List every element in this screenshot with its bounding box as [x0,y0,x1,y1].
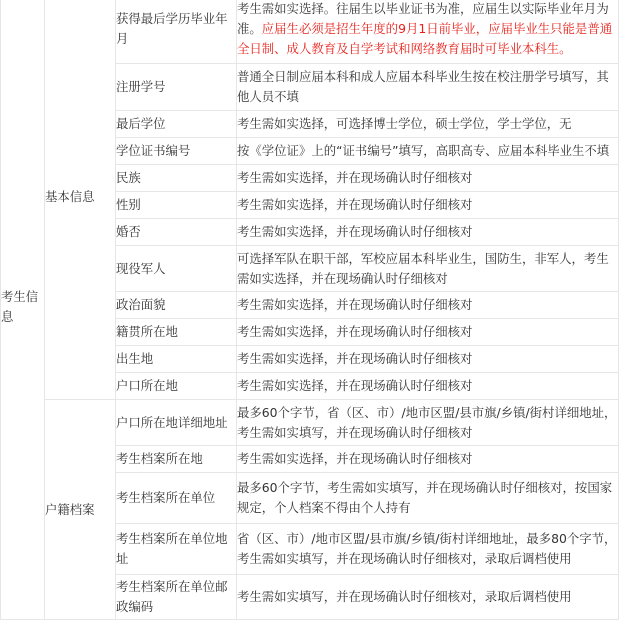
field-description: 最多60个字节，省（区、市）/地市区盟/县市旗/乡镇/街村详细地址，考生需如实填写，并在现场确认时仔细核对 [237,400,619,446]
field-name: 现役军人 [116,246,237,292]
field-name: 最后学位 [116,111,237,138]
table-row [1,0,619,64]
field-description: 考生需如实选择，并在现场确认时仔细核对 [237,192,619,219]
field-description: 考生需如实选择，可选择博士学位，硕士学位，学士学位，无 [237,111,619,138]
group-label-candidate-info: 考生信息 [1,0,45,620]
field-name: 学位证书编号 [116,138,237,165]
group-label-household-archive: 户籍档案 [45,400,116,620]
field-name: 婚否 [116,219,237,246]
field-description: 考生需如实选择，并在现场确认时仔细核对 [237,165,619,192]
field-description: 最多60个字节，考生需如实填写，并在现场确认时仔细核对，按国家规定，个人档案不得由个人持有 [237,473,619,524]
field-name: 考生档案所在单位 [116,473,237,524]
field-description: 考生需如实选择，并在现场确认时仔细核对 [237,373,619,400]
field-name: 籍贯所在地 [116,319,237,346]
field-name: 政治面貌 [116,292,237,319]
field-description: 普通全日制应届本科和成人应届本科毕业生按在校注册学号填写，其他人员不填 [237,64,619,111]
field-description: 考生需如实选择，并在现场确认时仔细核对 [237,446,619,473]
field-name: 性别 [116,192,237,219]
field-name: 考生档案所在地 [116,446,237,473]
field-name: 户口所在地 [116,373,237,400]
field-description: 可选择军队在职干部，军校应届本科毕业生，国防生，非军人，考生需如实选择，并在现场确认时仔细核对 [237,246,619,292]
table-row [1,400,619,446]
field-name: 考生档案所在单位邮政编码 [116,575,237,620]
field-name: 考生档案所在单位地址 [116,524,237,575]
field-description: 考生需如实选择，并在现场确认时仔细核对 [237,319,619,346]
field-description: 考生需如实选择，并在现场确认时仔细核对 [237,219,619,246]
field-description: 考生需如实选择，并在现场确认时仔细核对 [237,346,619,373]
description-warning-text: 应届生必须是招生年度的9月1日前毕业，应届毕业生只能是普通全日制、成人教育及自学考试和网络教育届时可毕业本科生。 [237,21,613,56]
field-description: 按《学位证》上的“证书编号”填写，高职高专、应届本科毕业生不填 [237,138,619,165]
field-name: 注册学号 [116,64,237,111]
group-label-basic-info: 基本信息 [45,0,116,400]
field-description: 省（区、市）/地市区盟/县市旗/乡镇/街村详细地址，最多80个字节，考生需如实填写，并在现场确认时仔细核对，录取后调档使用 [237,524,619,575]
field-description: 考生需如实填写，并在现场确认时仔细核对，录取后调档使用 [237,575,619,620]
field-name: 户口所在地详细地址 [116,400,237,446]
field-description: 考生需如实选择，并在现场确认时仔细核对 [237,292,619,319]
field-description [237,0,619,64]
field-name: 出生地 [116,346,237,373]
field-name: 民族 [116,165,237,192]
field-name: 获得最后学历毕业年月 [116,0,237,64]
description-text: 考生需如实选择。往届生以毕业证书为准，应届生以实际毕业年月为准。 [237,1,609,36]
